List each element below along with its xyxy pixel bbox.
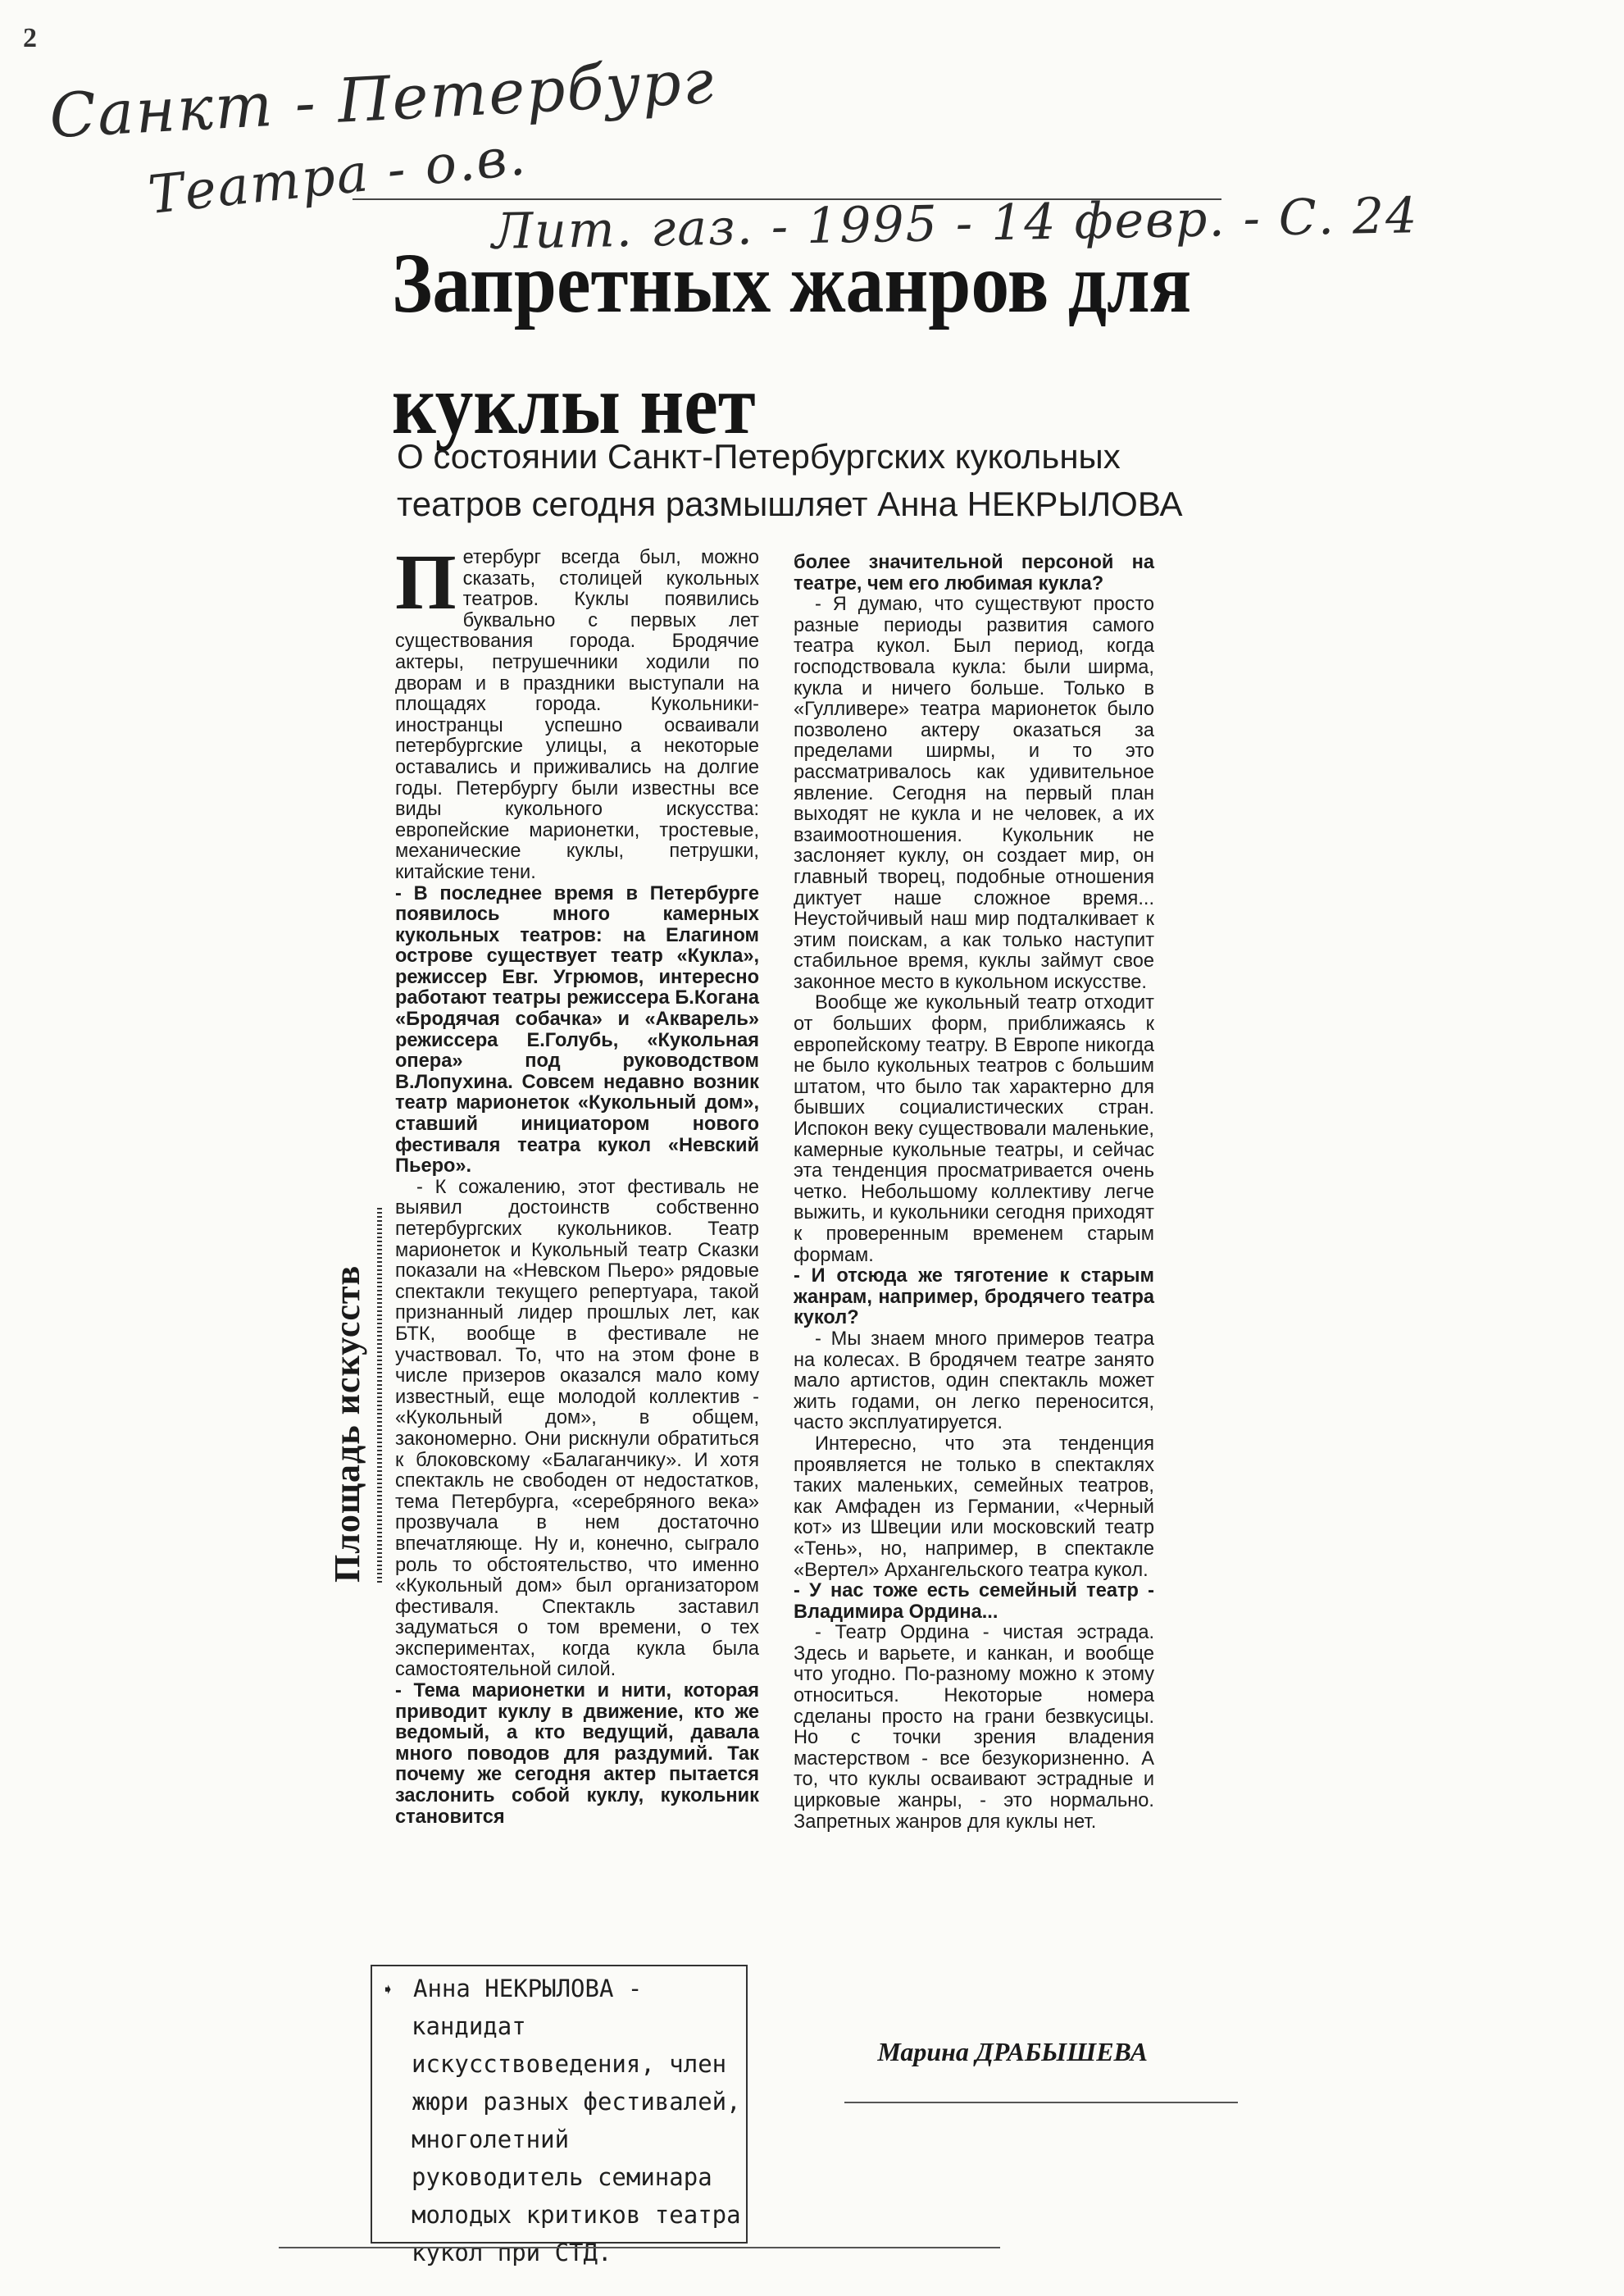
author-rule <box>844 2102 1238 2103</box>
corner-mark: 2 <box>23 23 37 53</box>
section-rubric: Площадь искусств <box>327 1264 367 1583</box>
author-bio <box>384 1970 744 2271</box>
paragraph: - Театр Ордина - чистая эстрада. Здесь и варьете, и канкан, и вообще что угодно. По-разному можно к этому относиться. Некоторые номера сделаны просто на грани безвкусицы. Но с точки зрения владения мастерством - все безукоризненно. А то, что куклы осваивают эстрадные и цирковые жанры, - это нормально. Запретных жанров для куклы нет. <box>794 1622 1154 1833</box>
article-column-2 <box>794 553 1154 1833</box>
interview-question: - У нас тоже есть семейный театр - Владимира Ордина... <box>794 1580 1154 1623</box>
bio-text: кандидат искусствоведения, член жюри разных фестивалей, многолетний руководитель семинара молодых критиков театра кукол при СТД. <box>412 2012 741 2266</box>
article-author: Марина ДРАБЫШЕВА <box>877 2037 1148 2066</box>
handwritten-city-note: Санкт - Петербург <box>48 46 717 153</box>
clipping-bottom-rule <box>279 2247 1000 2248</box>
paragraph: Интересно, что эта тенденция проявляется не только в спектаклях таких маленьких, семейных театров, как Амфаден из Германии, «Черный кот» из Швеции или московский театр «Тень», но, например, в спектакле «Вертел» Архангельского театра кукол. <box>794 1433 1154 1581</box>
paragraph: Вообще же кукольный театр отходит от больших форм, приближаясь к европейскому театру. В Европе никогда не было кукольных театров с большим штатом, что было так характерно для бывших социалистических стран. Испокон веку существовали маленькие, камерные кукольные театры, и сейчас эта тенденция просматривается очень четко. Небольшому коллективу легче выжить, и кукольники сегодня приходят к проверенным временем старым формам. <box>794 992 1154 1266</box>
handwritten-source-note: Лит. газ. - 1995 - 14 февр. - С. 24 <box>491 187 1419 261</box>
handwritten-category-note: Театра - о.в. <box>145 125 530 227</box>
paragraph: - Мы знаем много примеров театра на колесах. В бродячем театре занято мало артистов, один спектакль может жить годами, он легко переносится, часто эксплуатируется. <box>794 1328 1154 1434</box>
rubric-divider <box>377 1205 382 1583</box>
article-subtitle: О состоянии Санкт-Петербургских кукольных театров сегодня размышляет Анна НЕКРЫЛОВА <box>397 437 1183 523</box>
paragraph: - К сожалению, этот фестиваль не выявил достоинств собственно петербургских кукольников. Театр марионеток и Кукольный театр Сказки показали на «Невском Пьеро» рядовые спектакли текущего репертуара, такой признанный лидер прошлых лет, как БТК, вообще в фестивале не участвовал. То, что на этом фоне в числе призеров оказался мало кому известный, еще молодой коллектив - «Кукольный дом», в общем, закономерно. Они рискнули обратиться к блоковскому «Балаганчику». И хотя спектакль не свободен от недостатков, тема Петербурга, «серебряного века» прозвучала в нем достаточно впечатляюще. Ну и, конечно, сыграло роль то обстоятельство, что именно «Кукольный дом» был организатором фестиваля. Спектакль заставил задуматься о том времени, о тех экспериментах, когда кукла была самостоятельной силой. <box>395 1176 759 1681</box>
interview-question: - И отсюда же тяготение к старым жанрам, например, бродячего театра кукол? <box>794 1265 1154 1329</box>
interview-question: более значительной персоной на театре, чем его любимая кукла? <box>794 552 1154 594</box>
interview-question: - В последнее время в Петербурге появилось много камерных кукольных театров: на Елагином острове существует театр «Кукла», режиссер Евг. Угрюмов, интересно работают театры режиссера Б.Когана «Бродячая собачка» и «Акварель» режиссера Е.Голубь, «Кукольная опера» под руководством В.Лопухина. Совсем недавно возник театр марионеток «Кукольный дом», ставший инициатором нового фестиваля театра кукол «Невский Пьеро». <box>395 882 759 1178</box>
article-headline: Запретных жанров для куклы нет <box>392 236 1192 452</box>
paragraph: етербург всегда был, можно сказать, столицей кукольных театров. Куклы появились буквально с первых лет существования города. Бродячие актеры, петрушечники ходили по дворам и в праздники выступали на площадях города. Кукольники-иностранцы успешно осваивали петербургские улицы, а некоторые оставались и приживались на долгие годы. Петербургу были известны все виды кукольного искусства: европейские марионетки, тростевые, механические куклы, петрушки, китайские тени. <box>395 547 759 883</box>
pointer-arrow-icon: ➧ <box>382 1979 394 2002</box>
paragraph: - Я думаю, что существуют просто разные периоды развития самого театра кукол. Был период, когда господствовала кукла: были ширма, кукла и ничего больше. Только в «Гулливере» театра марионеток было позволено актеру оказаться за пределами ширмы, и то это рассматривалось как удивительное явление. Сегодня на первый план выходят не кукла и не человек, а их взаимоотношения. Кукольник не заслоняет куклу, он создает мир, он главный творец, подобные отношения диктует наше сложное время... Неустойчивый наш мир подталкивает к этим поискам, а как только наступит стабильное время, куклы займут свое законное место в кукольном искусстве. <box>794 594 1154 993</box>
bio-name: Анна НЕКРЫЛОВА - <box>413 1975 643 2002</box>
drop-cap: П <box>395 538 457 626</box>
clipping-top-rule <box>353 198 1221 200</box>
interview-question: - Тема марионетки и нити, которая приводит куклу в движение, кто же ведомый, а кто ведущий, давала много поводов для раздумий. Так почему же сегодня актер пытается заслонить собой куклу, кукольник становится <box>395 1680 759 1828</box>
article-column-1 <box>395 538 759 1828</box>
